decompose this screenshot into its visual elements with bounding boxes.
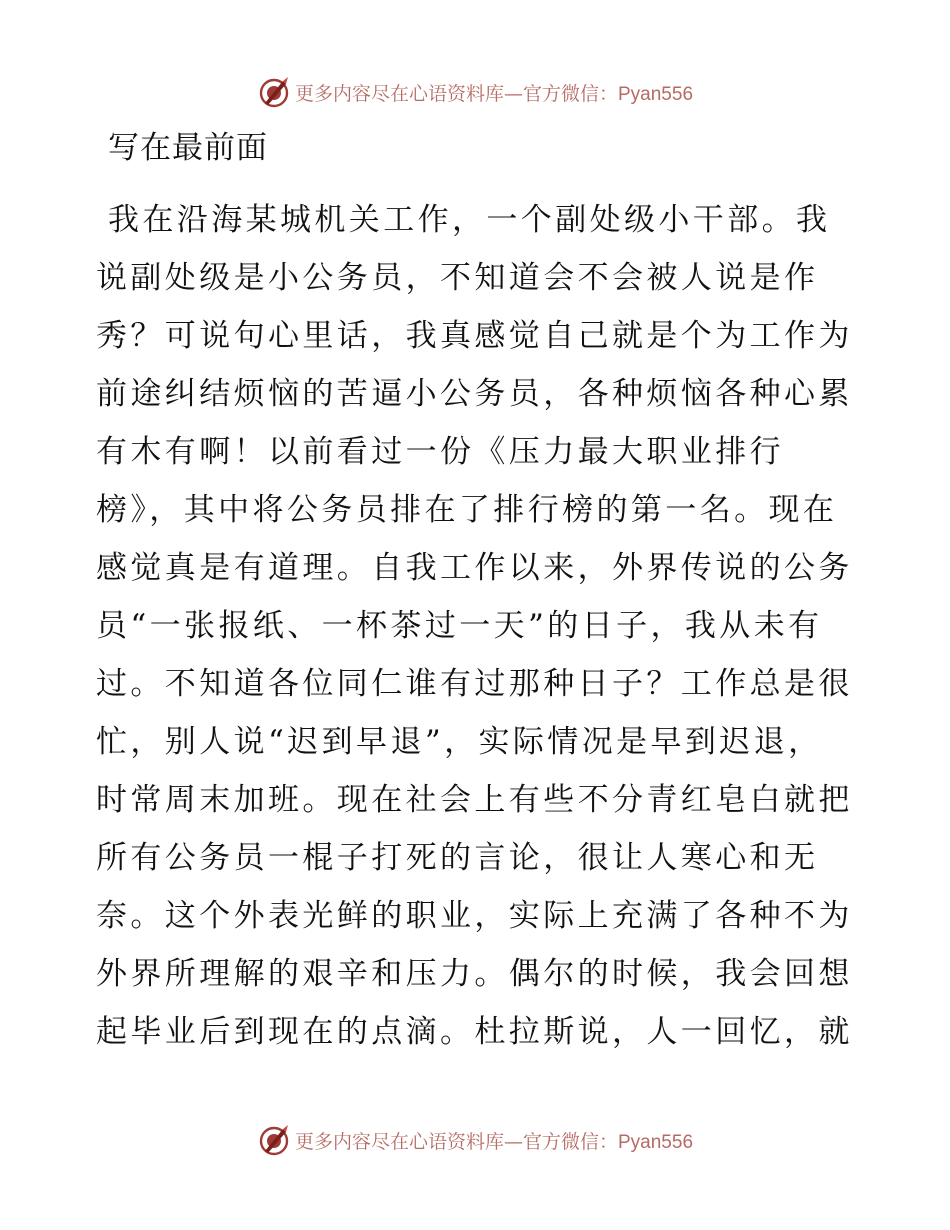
quill-seal-logo-icon: [257, 75, 291, 109]
banner-title: 更多内容尽在心语资料库: [294, 1130, 504, 1153]
banner-contact-id: Pyan556: [618, 1131, 694, 1153]
body-line: 所有公务员一棍子打死的言论，很让人寒心和无: [96, 840, 819, 876]
quill-seal-logo-icon: [257, 1123, 291, 1157]
body-line: 过。不知道各位同仁谁有过那种日子？工作总是很: [96, 666, 853, 702]
body-line: 榜》，其中将公务员排在了排行榜的第一名。现在: [96, 492, 838, 528]
banner-text: [295, 79, 693, 106]
body-line: 员“一张报纸、一杯茶过一天”的日子，我从未有: [96, 608, 823, 644]
body-line: 说副处级是小公务员，不知道会不会被人说是作: [96, 260, 819, 296]
body-line: 忙，别人说“迟到早退”，实际情况是早到迟退，: [96, 724, 823, 760]
body-line: 时常周末加班。现在社会上有些不分青红皂白就把: [96, 782, 853, 818]
banner-contact-id: Pyan556: [618, 83, 694, 105]
banner-contact-label: 官方微信：: [522, 1130, 618, 1153]
header-banner: [0, 72, 950, 112]
banner-separator: —: [503, 82, 523, 105]
body-line: 外界所理解的艰辛和压力。偶尔的时候，我会回想: [96, 956, 853, 992]
banner-text: [295, 1127, 693, 1154]
footer-banner: [0, 1120, 950, 1160]
body-line: 感觉真是有道理。自我工作以来，外界传说的公务: [96, 550, 853, 586]
body-line: 我在沿海某城机关工作，一个副处级小干部。我: [108, 202, 831, 238]
section-heading: 写在最前面: [108, 130, 268, 166]
banner-title: 更多内容尽在心语资料库: [294, 82, 504, 105]
body-line: 起毕业后到现在的点滴。杜拉斯说，人一回忆，就: [96, 1014, 853, 1050]
body-line: 秀？可说句心里话，我真感觉自己就是个为工作为: [96, 318, 853, 354]
banner-separator: —: [503, 1130, 523, 1153]
body-line: 奈。这个外表光鲜的职业，实际上充满了各种不为: [96, 898, 853, 934]
body-line: 前途纠结烦恼的苦逼小公务员，各种烦恼各种心累: [96, 376, 853, 412]
body-line: 有木有啊！以前看过一份《压力最大职业排行: [96, 434, 784, 470]
banner-contact-label: 官方微信：: [522, 82, 618, 105]
